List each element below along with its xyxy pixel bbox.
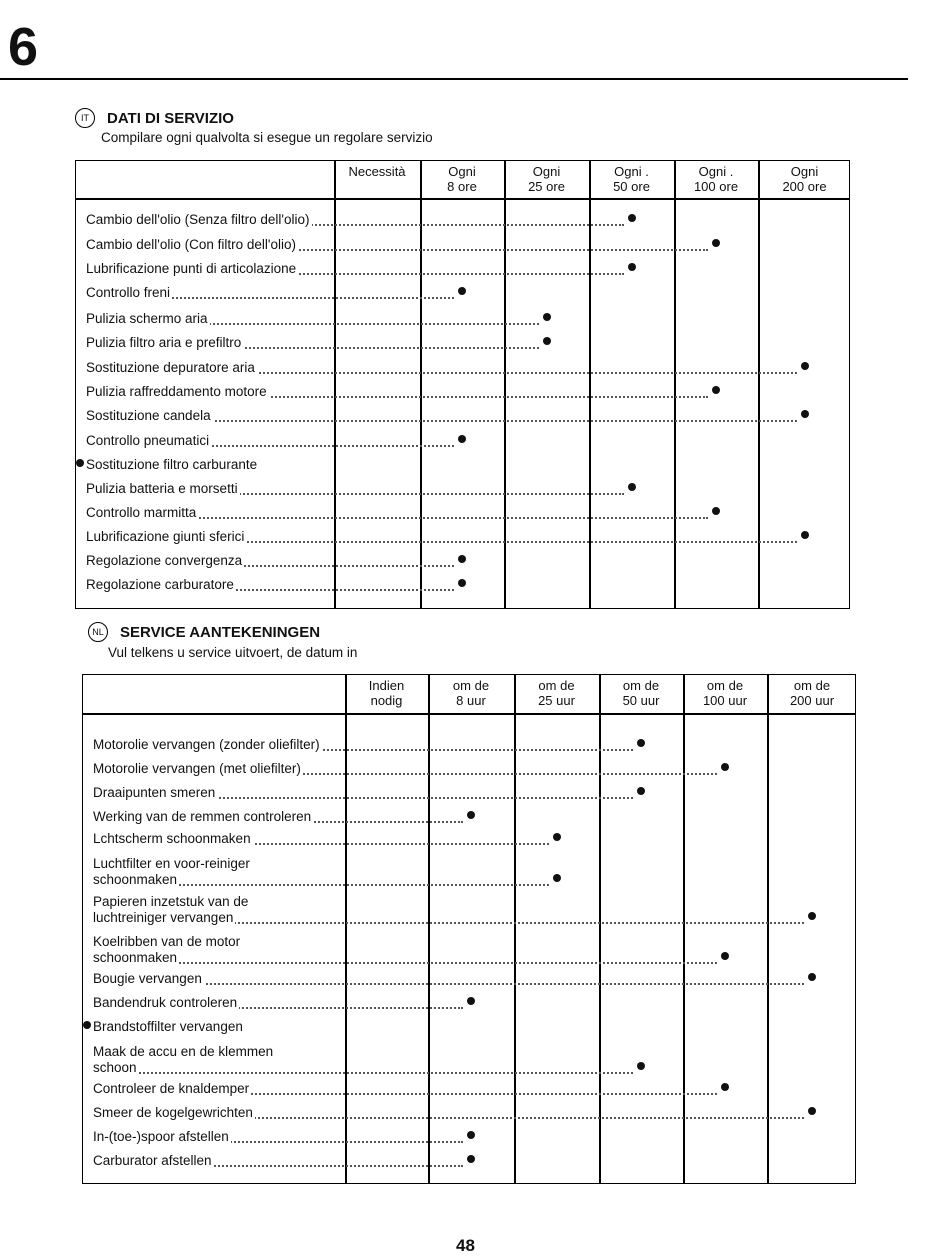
interval-marker [76, 459, 84, 467]
interval-marker [458, 287, 466, 295]
row-label: Pulizia schermo aria [86, 311, 208, 326]
dotted-leader [95, 962, 717, 964]
column-divider [428, 675, 430, 1183]
section-heading-nl [88, 622, 320, 642]
section-title-it: DATI DI SERVIZIO [107, 109, 234, 127]
interval-marker [467, 1131, 475, 1139]
column-header [758, 164, 851, 194]
column-header-line: 100 uur [702, 693, 748, 708]
interval-marker [553, 874, 561, 882]
row-label: Maak de accu en de klemmen [93, 1044, 274, 1059]
row-label: Lubrificazione punti di articolazione [86, 261, 297, 276]
interval-marker [83, 1021, 91, 1029]
column-header [504, 164, 589, 194]
table-row [93, 995, 239, 1011]
column-header-line: Indien [368, 678, 405, 693]
column-header [767, 678, 857, 708]
page-number: 48 [456, 1236, 475, 1255]
column-divider [767, 675, 769, 1183]
column-header [589, 164, 674, 194]
table-row [93, 1129, 231, 1145]
interval-marker [808, 912, 816, 920]
column-header-line: 8 uur [456, 693, 486, 708]
dotted-leader [95, 1072, 633, 1074]
language-badge-it: IT [75, 108, 95, 128]
row-label: schoonmaken [93, 950, 178, 965]
table-row [86, 285, 172, 301]
column-header-line: 8 ore [447, 179, 477, 194]
section-subtitle-it: Compilare ogni qualvolta si esegue un regolare servizio [101, 130, 433, 145]
interval-marker [637, 787, 645, 795]
column-header [428, 678, 514, 708]
row-label: Sostituzione candela [86, 408, 211, 423]
interval-marker [543, 337, 551, 345]
row-label: Lubrificazione giunti sferici [86, 529, 245, 544]
section-subtitle-nl: Vul telkens u service uitvoert, de datum in [108, 645, 358, 660]
column-divider [345, 675, 347, 1183]
interval-marker [712, 507, 720, 515]
interval-marker [467, 997, 475, 1005]
table-row [86, 505, 198, 521]
interval-marker [628, 214, 636, 222]
table-row [86, 261, 298, 277]
table-row [86, 360, 257, 376]
table-row [93, 809, 313, 825]
table-row [86, 529, 246, 545]
table-row [93, 894, 250, 926]
column-header [599, 678, 683, 708]
interval-marker [553, 833, 561, 841]
column-header [420, 164, 504, 194]
table-row [86, 553, 244, 569]
interval-marker [458, 555, 466, 563]
interval-marker [808, 1107, 816, 1115]
table-row [86, 335, 243, 351]
table-row [86, 311, 210, 327]
interval-marker [637, 739, 645, 747]
row-label: Werking van de remmen controleren [93, 809, 312, 824]
interval-marker [458, 435, 466, 443]
row-label: Pulizia filtro aria e prefiltro [86, 335, 242, 350]
chapter-number: 6 [8, 17, 38, 77]
table-row [93, 971, 204, 987]
row-label: Carburator afstellen [93, 1153, 212, 1168]
service-table-it [75, 160, 850, 609]
row-label: Motorolie vervangen (met oliefilter) [93, 761, 301, 776]
interval-marker [458, 579, 466, 587]
column-header-line: 50 uur [622, 693, 660, 708]
interval-marker [801, 362, 809, 370]
row-label: Controllo freni [86, 285, 171, 300]
table-row [86, 457, 259, 473]
interval-marker [808, 973, 816, 981]
row-label: Cambio dell'olio (Senza filtro dell'olio) [86, 212, 310, 227]
row-label: Controllo marmitta [86, 505, 197, 520]
interval-marker [467, 1155, 475, 1163]
table-row [93, 1105, 255, 1121]
column-header-line: Ogni [532, 164, 561, 179]
table-row [93, 831, 253, 847]
row-label: Brandstoffilter vervangen [93, 1019, 243, 1034]
row-label: Controllo pneumatici [86, 433, 210, 448]
interval-marker [628, 263, 636, 271]
interval-marker [721, 763, 729, 771]
row-label: Bougie vervangen [93, 971, 202, 986]
column-divider [514, 675, 516, 1183]
row-label: Luchtfilter en voor-reiniger [93, 856, 250, 871]
column-header-line: 200 uur [789, 693, 835, 708]
column-header-line: Ogni . [698, 164, 734, 179]
column-header-line: Necessità [348, 164, 406, 179]
table-row [86, 433, 211, 449]
table-row [86, 577, 236, 593]
column-header-line: om de [452, 678, 490, 693]
section-heading-it [75, 108, 234, 128]
table-row [86, 384, 269, 400]
column-header-line: nodig [370, 693, 403, 708]
column-header-line: Ogni . [614, 164, 649, 179]
row-label: schoonmaken [93, 872, 178, 887]
row-label: Regolazione carburatore [86, 577, 234, 592]
row-label: Pulizia raffreddamento motore [86, 384, 267, 399]
interval-marker [467, 811, 475, 819]
column-header-line: om de [706, 678, 744, 693]
column-header [674, 164, 758, 194]
column-divider [683, 675, 685, 1183]
table-row [86, 408, 213, 424]
row-label: Regolazione convergenza [86, 553, 243, 568]
row-label: Sostituzione filtro carburante [86, 457, 258, 472]
row-label: Motorolie vervangen (zonder oliefilter) [93, 737, 320, 752]
row-label: Pulizia batteria e morsetti [86, 481, 238, 496]
interval-marker [712, 239, 720, 247]
column-header-line: om de [793, 678, 831, 693]
column-header-line: 25 uur [538, 693, 575, 708]
section-title-nl: SERVICE AANTEKENINGEN [120, 623, 321, 641]
row-label: Lchtscherm schoonmaken [93, 831, 251, 846]
table-row [93, 1081, 251, 1097]
interval-marker [637, 1062, 645, 1070]
row-label: Bandendruk controleren [93, 995, 238, 1010]
interval-marker [712, 386, 720, 394]
row-label: Cambio dell'olio (Con filtro dell'olio) [86, 237, 296, 252]
table-row [93, 761, 303, 777]
header-divider [83, 713, 855, 715]
language-badge-nl: NL [88, 622, 108, 642]
interval-marker [801, 531, 809, 539]
table-row [93, 785, 217, 801]
column-header-line: om de [538, 678, 575, 693]
column-header-line: 100 ore [693, 179, 739, 194]
service-table-nl [82, 674, 856, 1184]
header-rule [0, 78, 908, 80]
table-row [86, 481, 240, 497]
interval-marker [721, 1083, 729, 1091]
row-label: luchtreiniger vervangen [93, 910, 234, 925]
table-row [93, 1019, 245, 1035]
table-row [86, 237, 298, 253]
column-header [334, 164, 420, 179]
column-header [514, 678, 599, 708]
column-divider [599, 675, 601, 1183]
column-header-line: 200 ore [782, 179, 827, 194]
column-header-line: 25 ore [528, 179, 565, 194]
row-label: schoon [93, 1060, 137, 1075]
interval-marker [721, 952, 729, 960]
column-header-line: Ogni [448, 164, 476, 179]
row-label: Sostituzione depuratore aria [86, 360, 255, 375]
interval-marker [543, 313, 551, 321]
row-label: Smeer de kogelgewrichten [93, 1105, 253, 1120]
column-header-line: om de [622, 678, 660, 693]
interval-marker [801, 410, 809, 418]
column-header [345, 678, 428, 708]
column-header [683, 678, 767, 708]
column-header-line: 50 ore [613, 179, 650, 194]
table-row [93, 737, 322, 753]
column-header-line: Ogni [790, 164, 819, 179]
row-label: Koelribben van de motor [93, 934, 241, 949]
row-label: Controleer de knaldemper [93, 1081, 250, 1096]
row-label: Draaipunten smeren [93, 785, 216, 800]
row-label: In-(toe-)spoor afstellen [93, 1129, 229, 1144]
table-row [86, 212, 312, 228]
table-row [93, 1153, 214, 1169]
row-label: Papieren inzetstuk van de [93, 894, 249, 909]
header-divider [76, 198, 849, 200]
interval-marker [628, 483, 636, 491]
